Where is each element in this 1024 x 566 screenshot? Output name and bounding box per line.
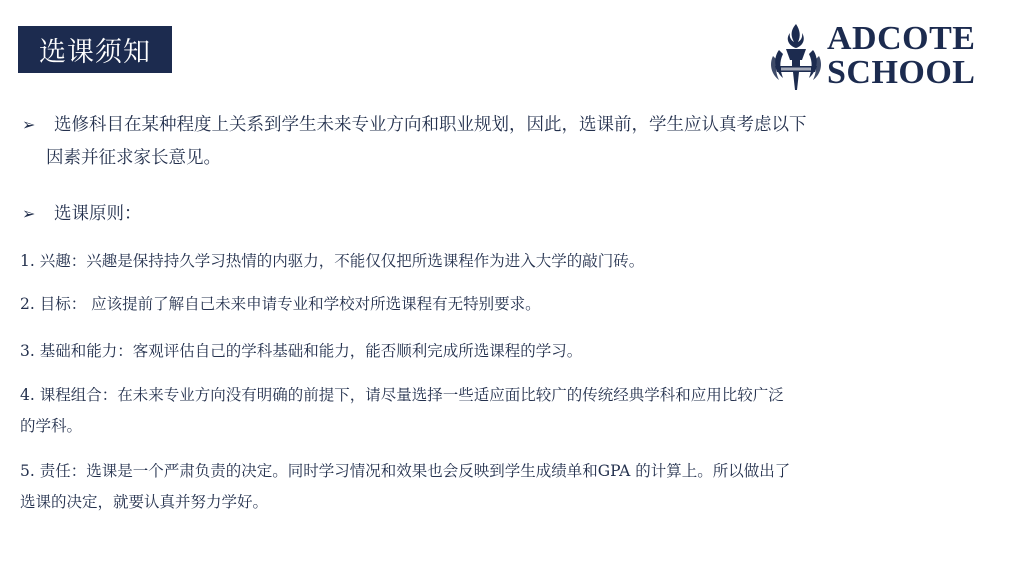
item-text-cont: 的学科。 [20,417,83,435]
item-text: 3. 基础和能力：客观评估自己的学科基础和能力，能否顺利完成所选课程的学习。 [20,342,583,360]
page-title: 选课须知 [18,26,172,73]
bullet-text: 选修科目在某种程度上关系到学生未来专业方向和职业规划，因此，选课前，学生应认真考虑以下 [54,115,807,135]
school-name [827,22,975,90]
bullet-principles [22,197,982,231]
bullet-intro [22,108,982,175]
principle-interest [20,246,990,277]
bullet-text: 选课原则： [54,204,142,224]
school-name-line1: ADCOTE [827,20,976,57]
principle-combination [20,380,990,442]
bullet-text-cont: 因素并征求家长意见。 [46,148,221,168]
item-text: 4. 课程组合：在未来专业方向没有明确的前提下，请尽量选择一些适应面比较广的传统经典学科和应用比较广泛 [20,386,784,404]
item-text: 5. 责任：选课是一个严肃负责的决定。同时学习情况和效果也会反映到学生成绩单和GPA 的计算上。所以做出了 [20,462,791,480]
principle-goal [20,289,990,320]
principle-foundation [20,336,990,367]
torch-crest-icon [767,20,825,92]
arrow-bullet-icon: ➢ [22,204,36,223]
school-name-line2: SCHOOL [827,54,976,91]
principle-responsibility [20,456,990,518]
arrow-bullet-icon: ➢ [22,115,36,134]
item-text-cont: 选课的决定，就要认真并努力学好。 [20,493,269,511]
item-text: 1. 兴趣：兴趣是保持持久学习热情的内驱力，不能仅仅把所选课程作为进入大学的敲门砖。 [20,252,645,270]
item-text: 2. 目标： 应该提前了解自己未来申请专业和学校对所选课程有无特别要求。 [20,295,541,313]
school-logo [767,20,992,92]
